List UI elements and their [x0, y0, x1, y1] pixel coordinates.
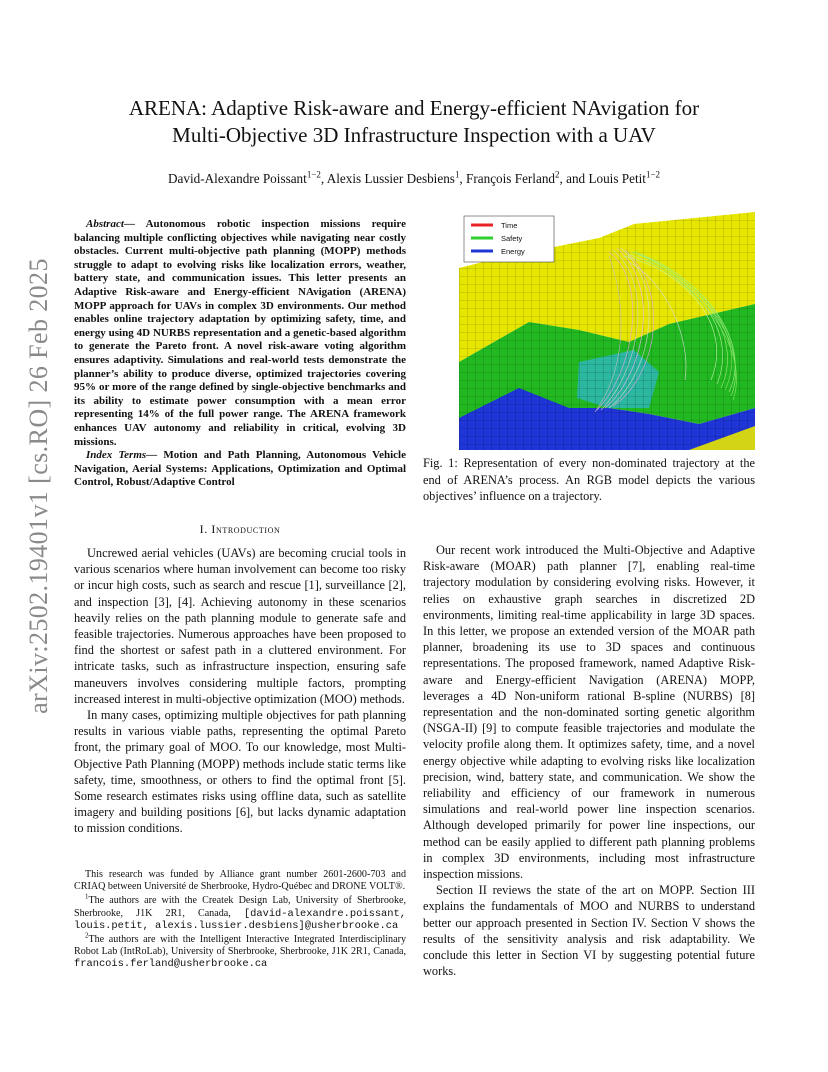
author-affiliation: 1 [454, 169, 460, 180]
index-terms-text: Motion and Path Planning, Autonomous Vehicle Navigation, Aerial Systems: Applications, Optimization and Optimal Control, Robust/Adaptive Control [74, 449, 406, 489]
abstract-label: Abstract [86, 218, 124, 230]
author-separator: , [459, 171, 467, 186]
author-name: David-Alexandre Poissant [168, 171, 307, 186]
arxiv-identifier-stamp [24, 258, 54, 714]
title-line-1: ARENA: Adaptive Risk-aware and Energy-efficient NAvigation for [128, 96, 700, 120]
title-line-2: Multi-Objective 3D Infrastructure Inspection with a UAV [172, 123, 656, 147]
section-heading-introduction [74, 522, 406, 537]
abstract-text: Autonomous robotic inspection missions require balancing multiple conflicting objectives while navigating near costly obstacles. Current multi-objective path planning (MOPP) methods struggle to adapt to evolving risks like localization errors, weather, battery state, and communication issues. This letter presents an Adaptive Risk-aware and Energy-efficient NAvigation (ARENA) MOPP approach for UAVs in complex 3D environments. Our method enables online trajectory adaptation by optimizing safety, time, and energy using 4D NURBS representation and a genetic-based algorithm to generate the Pareto front. A novel risk-aware voting algorithm ensures adaptivity. Simulations and real-world tests demonstrate the planner’s ability to produce diverse, optimized trajectories covering 95% or more of the range defined by single-objective benchmarks and its ability to estimate power consumption with a mean error representing 14% of the full power range. The ARENA framework enhances UAV autonomy and reliability in critical, evolving 3D missions. [74, 218, 406, 448]
introduction-body [74, 545, 406, 837]
caption-label: Fig. 1: [423, 456, 458, 470]
author-separator: , and [559, 171, 589, 186]
legend-label-time: Time [501, 221, 518, 230]
author-email: francois.ferland@usherbrooke.ca [74, 958, 268, 971]
author-name: Alexis Lussier Desbiens [326, 171, 455, 186]
affiliation-footnote-2 [74, 934, 406, 971]
author-affiliation: 1−2 [306, 169, 321, 180]
arxiv-identifier-text: arXiv:2502.19401v1 [cs.RO] 26 Feb 2025 [24, 258, 53, 714]
figure-legend [464, 216, 554, 262]
author-emails: [david-alexandre.poissant, louis.petit, alexis.lussier.desbiens]@usherbrooke.ca [74, 907, 406, 932]
author-name: François Ferland [466, 171, 556, 186]
body-paragraph: Our recent work introduced the Multi-Objective and Adaptive Risk-aware (MOAR) path planner [7], enabling real-time trajectory modulation by considering evolving risks. However, it relies on exhaustive graph searches in discretized 2D environments, limiting real-time applicability in large 3D spaces. In this letter, we propose an extended version of the MOAR path planner, broadening its use to 3D spaces and continuous representations. The proposed framework, named Adaptive Risk-aware and Energy-efficient Navigation (ARENA) MOPP, leverages a 4D Non-uniform rational B-spline (NURBS) [8] representation and the non-dominated sorting genetic algorithm (NSGA-II) [9] to compute feasible trajectories and modulate the velocity profile along them. It optimizes safety, time, and a novel energy objective while adapting to evolving risks like localization precision, wind, battery state, and communication. We show the reliability and efficiency of our framework in numerous simulations and real-world power line inspection scenarios. Although developed primarily for power line inspections, our method can be easily applied to different path planning problems in complex 3D environments, including most infrastructure inspection missions. [423, 543, 755, 882]
author-affiliation: 2 [555, 169, 560, 180]
footnotes-block [74, 869, 406, 973]
paper-title [60, 95, 768, 149]
section-title: Introduction [211, 522, 281, 536]
legend-label-energy: Energy [501, 247, 525, 256]
footnote-text: The authors are with the Intelligent Interactive Integrated Interdisciplinary Robot Lab (IntRoLab), University of Sherbrooke, Sherbrooke, J1K 2R1, Canada, [74, 934, 406, 958]
abstract-block [74, 218, 406, 490]
body-paragraph: Section II reviews the state of the art on MOPP. Section III explains the fundamentals of MOO and NURBS to understand better our approach presented in Section IV. Section V shows the results of the sensitivity analysis and risk adaptability. We conclude this letter in Section VI by suggesting potential future works. [423, 883, 755, 979]
author-affiliation: 1−2 [645, 169, 660, 180]
footnote-marker: 1 [85, 894, 89, 902]
legend-label-safety: Safety [501, 234, 523, 243]
caption-text: Representation of every non-dominated trajectory at the end of ARENA’s process. An RGB model depicts the various objectives’ influence on a trajectory. [423, 456, 755, 503]
affiliation-footnote-1 [74, 895, 406, 932]
footnote-marker: 2 [85, 932, 89, 940]
index-terms-paragraph: Index Terms— Motion and Path Planning, Autonomous Vehicle Navigation, Aerial Systems: Applications, Optimization and Optimal Control, Robust/Adaptive Control [74, 449, 406, 489]
author-separator: , [320, 171, 327, 186]
figure-1-caption [423, 455, 755, 505]
body-paragraph: In many cases, optimizing multiple objectives for path planning results in various viable paths, representing the optimal Pareto front, the primary goal of MOO. To our knowledge, most Multi-Objective Path Planning (MOPP) methods include static terms like safety, time, smoothness, or others to find the optimal front [5]. Some research estimates risks using offline data, such as satellite imagery and building positions [6], but lacks dynamic adaptation to mission conditions. [74, 708, 406, 836]
index-terms-label: Index Terms [86, 449, 147, 462]
footnote-text: The authors are with the Createk Design Lab, University of Sherbrooke, Sherbrooke, J1K 2R1, Canada, [74, 895, 406, 919]
author-list [60, 170, 768, 187]
section-number: I. [199, 522, 208, 536]
author-name: Louis Petit [588, 171, 646, 186]
figure-1-render [459, 212, 755, 450]
abstract-paragraph: Abstract— Autonomous robotic inspection missions require balancing multiple conflicting objectives while navigating near costly obstacles. Current multi-objective path planning (MOPP) methods struggle to adapt to evolving risks like localization errors, weather, battery state, and communication issues. This letter presents an Adaptive Risk-aware and Energy-efficient NAvigation (ARENA) MOPP approach for UAVs in complex 3D environments. Our method enables online trajectory adaptation by optimizing safety, time, and energy using 4D NURBS representation and a genetic-based algorithm to generate the Pareto front. A novel risk-aware voting algorithm ensures adaptivity. Simulations and real-world tests demonstrate the planner’s ability to produce diverse, optimized trajectories covering 95% or more of the range defined by single-objective benchmarks and its ability to estimate power consumption with a mean error representing 14% of the full power range. The ARENA framework enhances UAV autonomy and reliability in critical, evolving 3D missions. [74, 218, 406, 448]
right-column-body [423, 542, 755, 979]
body-paragraph: Uncrewed aerial vehicles (UAVs) are becoming crucial tools in various scenarios where human involvement can become too risky or incur high costs, such as search and rescue [1], surveillance [2], and inspection [3], [4]. Achieving autonomy in these scenarios heavily relies on the path planning module to generate safe and feasible trajectories. Numerous approaches have been proposed to find the shortest or safest path in a cluttered environment. For intricate tasks, such as infrastructure inspection, ensuring safe maneuvers involves considering multiple factors, prompting increased interest in multi-objective optimization (MOO) methods. [74, 546, 406, 706]
funding-footnote: This research was funded by Alliance grant number 2601-2600-703 and CRIAQ between Université de Sherbrooke, Hydro-Québec and DRONE VOLT®. [74, 869, 406, 893]
